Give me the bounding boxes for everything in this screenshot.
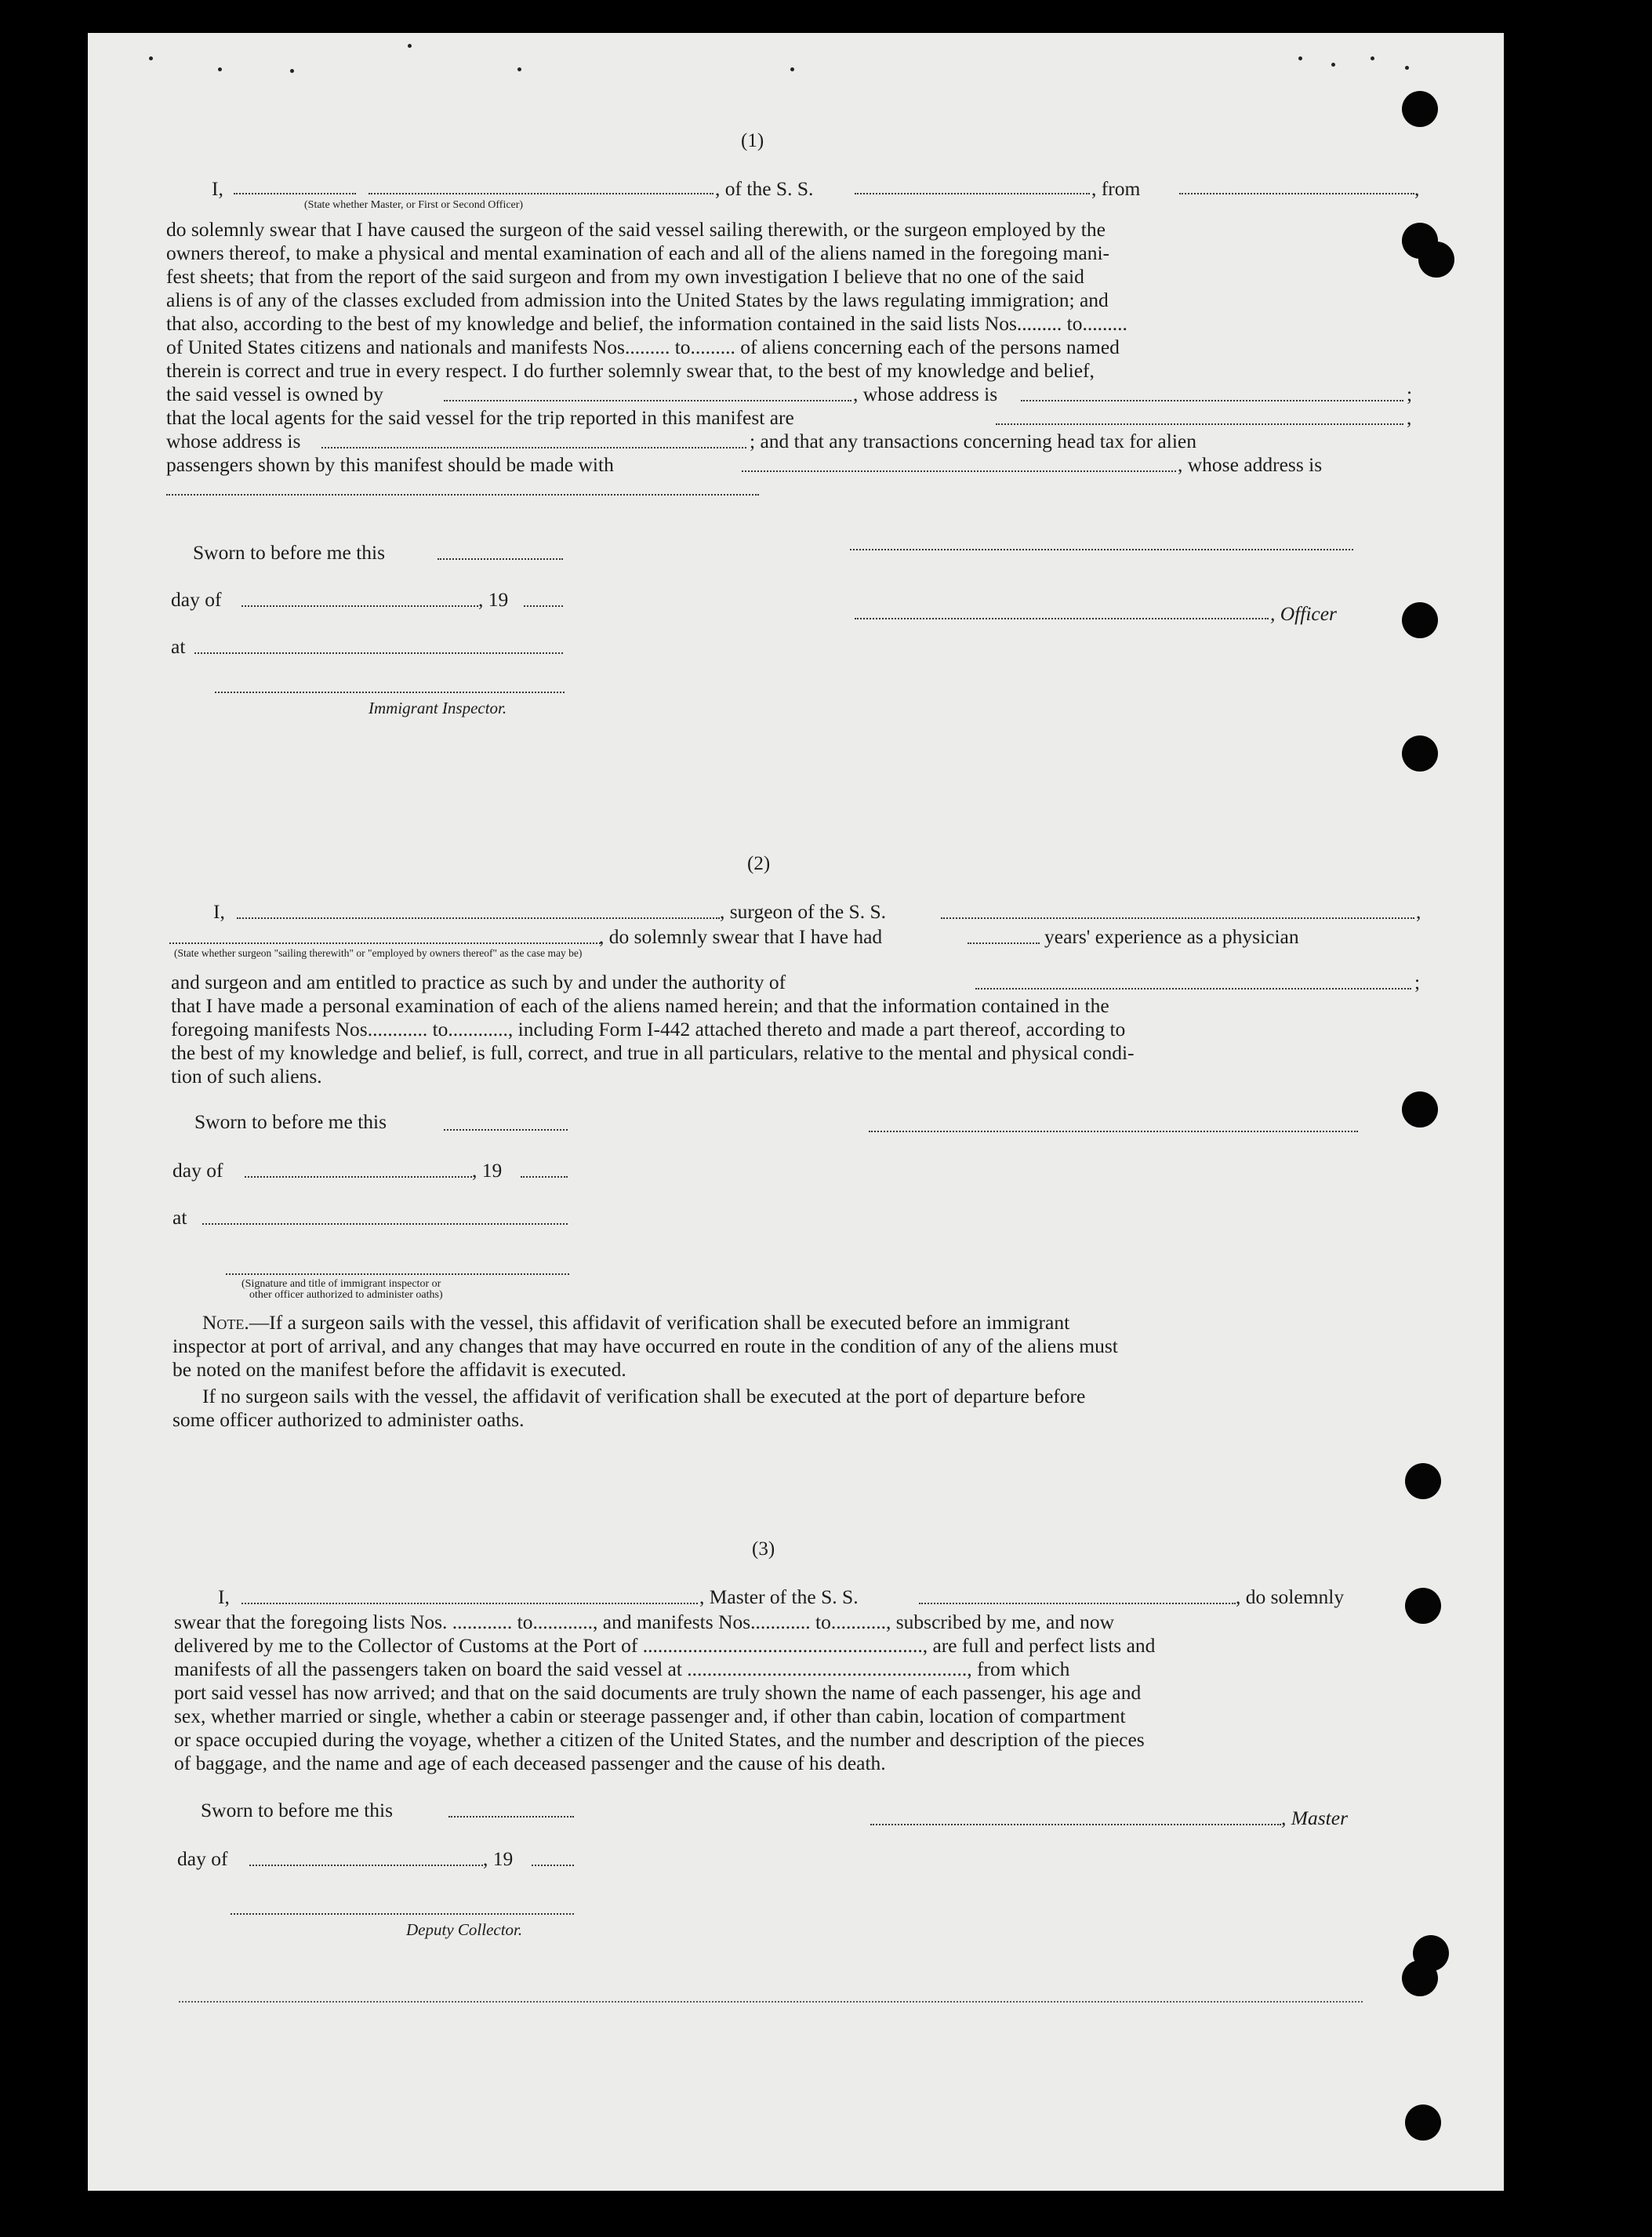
- s2-sworn: Sworn to before me this: [194, 1110, 387, 1133]
- s1-passengers-address: , whose address is: [1178, 453, 1323, 476]
- s1-line1-from: , from: [1091, 177, 1141, 200]
- section-3-number: (3): [752, 1538, 775, 1560]
- signature-line: [850, 549, 1353, 550]
- s3-para-line: delivered by me to the Collector of Customs at the Port of ........................................................, are full and perfect lists and: [174, 1634, 1156, 1657]
- s1-head-tax: ; and that any transactions concerning head tax for alien: [750, 430, 1196, 452]
- punch-hole: [1402, 91, 1438, 127]
- ink-speck: [1298, 56, 1302, 60]
- signature-line: [215, 692, 565, 693]
- s3-sworn: Sworn to before me this: [201, 1799, 394, 1821]
- s2-year: , 19: [472, 1159, 503, 1182]
- s1-para-line: owners thereof, to make a physical and mental examination of each and all of the aliens named in the foregoing mani-: [166, 241, 1110, 264]
- s2-note-line: some officer authorized to administer oaths.: [172, 1408, 525, 1431]
- signature-line: [855, 618, 1269, 619]
- s3-line1-i: I,: [218, 1585, 230, 1608]
- s1-line1-end: ,: [1414, 177, 1420, 200]
- s1-line1-ship: , of the S. S.: [715, 177, 814, 200]
- punch-hole: [1402, 1091, 1438, 1128]
- blank-field: [241, 605, 478, 607]
- s1-passengers: passengers shown by this manifest should be made with: [166, 453, 614, 476]
- s1-immigrant-inspector: Immigrant Inspector.: [369, 699, 507, 717]
- s2-line1-end: ,: [1416, 900, 1421, 923]
- punch-hole: [1405, 1588, 1441, 1624]
- blank-field: [524, 605, 563, 607]
- s1-para-line: do solemnly swear that I have caused the surgeon of the said vessel sailing therewith, or the surgeon employed by the: [166, 218, 1106, 241]
- s1-para-line: of United States citizens and nationals and manifests Nos......... to......... of aliens concerning each of the persons named: [166, 336, 1120, 358]
- s1-officer: , Officer: [1270, 602, 1337, 625]
- blank-field: [742, 470, 1176, 472]
- punch-hole: [1402, 1960, 1438, 1996]
- s1-line1-i: I,: [212, 177, 223, 200]
- bottom-rule: [179, 2001, 1363, 2003]
- s1-owned-by: the said vessel is owned by: [166, 383, 383, 405]
- note-text: —If a surgeon sails with the vessel, this affidavit of verification shall be executed before an immigrant: [249, 1311, 1070, 1334]
- ink-speck: [517, 67, 521, 71]
- s2-para-line: foregoing manifests Nos............ to............, including Form I-442 attached thereto and made a part thereof, according to: [171, 1018, 1126, 1040]
- s3-year: , 19: [483, 1847, 514, 1870]
- blank-field: [975, 988, 1411, 990]
- s2-note-line: If no surgeon sails with the vessel, the affidavit of verification shall be executed at the port of departure before: [202, 1385, 1086, 1407]
- ink-speck: [1371, 56, 1374, 60]
- s2-day-of: day of: [172, 1159, 223, 1182]
- s1-owner-address: , whose address is: [853, 383, 998, 405]
- s2-surgeon-note: (State whether surgeon "sailing therewith" or "employed by owners thereof" as the case may be): [174, 947, 583, 959]
- s1-agents-end: ,: [1407, 406, 1412, 429]
- s2-para-line: that I have made a personal examination of each of the aliens named herein; and that the information contained in the: [171, 994, 1109, 1017]
- s2-sig-note-2: other officer authorized to administer oaths): [249, 1289, 443, 1301]
- blank-field: [169, 942, 601, 944]
- s1-year: , 19: [478, 588, 509, 611]
- blank-field: [1179, 193, 1414, 194]
- s2-note-line: be noted on the manifest before the affidavit is executed.: [172, 1358, 626, 1381]
- signature-line: [869, 1131, 1358, 1132]
- blank-field: [166, 494, 759, 496]
- s1-at: at: [171, 635, 186, 658]
- s2-sig-note-1: (Signature and title of immigrant inspector or: [241, 1278, 441, 1290]
- s2-line2: , do solemnly swear that I have had: [599, 925, 883, 948]
- blank-field: [241, 1603, 698, 1604]
- blank-field: [369, 193, 713, 194]
- s3-para-line: or space occupied during the voyage, whether a citizen of the United States, and the number and description of the pieces: [174, 1728, 1145, 1751]
- s2-note-first: [202, 1311, 1069, 1335]
- punch-hole: [1418, 241, 1454, 278]
- punch-hole: [1402, 735, 1438, 772]
- s2-at: at: [172, 1206, 187, 1229]
- signature-line: [870, 1824, 1281, 1825]
- section-1-number: (1): [741, 130, 764, 151]
- ink-speck: [218, 67, 222, 71]
- ink-speck: [290, 69, 294, 73]
- s1-day-of: day of: [171, 588, 222, 611]
- s2-line1-surgeon: , surgeon of the S. S.: [720, 900, 887, 923]
- s3-para-line: manifests of all the passengers taken on board the said vessel at ........................................................, from which: [174, 1658, 1070, 1680]
- s2-line3-end: ;: [1414, 971, 1421, 993]
- blank-field: [521, 1176, 568, 1178]
- s1-para-line: aliens is of any of the classes excluded from admission into the United States by the laws regulating immigration; and: [166, 289, 1109, 311]
- s1-owned-end: ;: [1407, 383, 1413, 405]
- s2-note-line: inspector at port of arrival, and any changes that may have occurred en route in the condition of any of the aliens must: [172, 1335, 1118, 1357]
- blank-field: [444, 400, 851, 401]
- s1-para-line: therein is correct and true in every respect. I do further solemnly swear that, to the best of my knowledge and belief,: [166, 359, 1095, 382]
- s1-officer-note: (State whether Master, or First or Second Officer): [304, 199, 524, 211]
- ink-speck: [1405, 66, 1409, 70]
- blank-field: [249, 1865, 483, 1866]
- blank-field: [444, 1129, 568, 1131]
- blank-field: [194, 652, 563, 654]
- s3-para-line: sex, whether married or single, whether a cabin or steerage passenger and, if other than cabin, location of compartment: [174, 1705, 1126, 1727]
- blank-field: [532, 1865, 574, 1866]
- note-heading: Note.: [202, 1311, 249, 1334]
- s3-para-line: swear that the foregoing lists Nos. ............ to............, and manifests Nos............ to..........., subscribed by me, and now: [174, 1611, 1115, 1633]
- ink-speck: [149, 56, 153, 60]
- s3-para-line: port said vessel has now arrived; and that on the said documents are truly shown the name of each passenger, his age and: [174, 1681, 1142, 1704]
- blank-field: [321, 447, 746, 448]
- s2-line3: and surgeon and am entitled to practice as such by and under the authority of: [171, 971, 786, 993]
- s2-line1-i: I,: [213, 900, 225, 923]
- s3-deputy-collector: Deputy Collector.: [406, 1920, 523, 1939]
- blank-field: [202, 1223, 568, 1225]
- s1-para-line: fest sheets; that from the report of the said surgeon and from my own investigation I believe that no one of the said: [166, 265, 1084, 288]
- blank-field: [448, 1816, 574, 1818]
- ink-speck: [790, 67, 794, 71]
- signature-line: [226, 1273, 569, 1275]
- manifest-page: [88, 33, 1504, 2191]
- s3-para-line: of baggage, and the name and age of each deceased passenger and the cause of his death.: [174, 1752, 886, 1774]
- blank-field: [245, 1176, 472, 1178]
- ink-speck: [1331, 63, 1335, 67]
- s1-para-line: that also, according to the best of my knowledge and belief, the information contained in the said lists Nos......... to.........: [166, 312, 1127, 335]
- s1-whose-address: whose address is: [166, 430, 301, 452]
- blank-field: [1021, 400, 1403, 401]
- s2-para-line: tion of such aliens.: [171, 1065, 322, 1088]
- s3-master: , Master: [1281, 1807, 1348, 1829]
- blank-field: [941, 917, 1414, 919]
- blank-field: [234, 193, 356, 194]
- blank-field: [996, 423, 1403, 425]
- blank-field: [919, 1603, 1236, 1604]
- blank-field: [855, 193, 1090, 194]
- s3-line1-master: , Master of the S. S.: [699, 1585, 859, 1608]
- s3-day-of: day of: [177, 1847, 228, 1870]
- blank-field: [968, 942, 1040, 944]
- ink-speck: [408, 44, 412, 48]
- s3-line1-swear: , do solemnly: [1236, 1585, 1345, 1608]
- punch-hole: [1405, 1463, 1441, 1499]
- s2-line2-years: years' experience as a physician: [1044, 925, 1299, 948]
- blank-field: [438, 558, 563, 560]
- s1-sworn: Sworn to before me this: [193, 541, 386, 564]
- punch-hole: [1402, 602, 1438, 638]
- signature-line: [231, 1913, 574, 1915]
- punch-hole: [1405, 2104, 1441, 2141]
- s2-para-line: the best of my knowledge and belief, is full, correct, and true in all particulars, relative to the mental and physical condi-: [171, 1041, 1135, 1064]
- section-2-number: (2): [747, 853, 771, 874]
- s1-agents: that the local agents for the said vessel for the trip reported in this manifest are: [166, 406, 794, 429]
- blank-field: [237, 917, 720, 919]
